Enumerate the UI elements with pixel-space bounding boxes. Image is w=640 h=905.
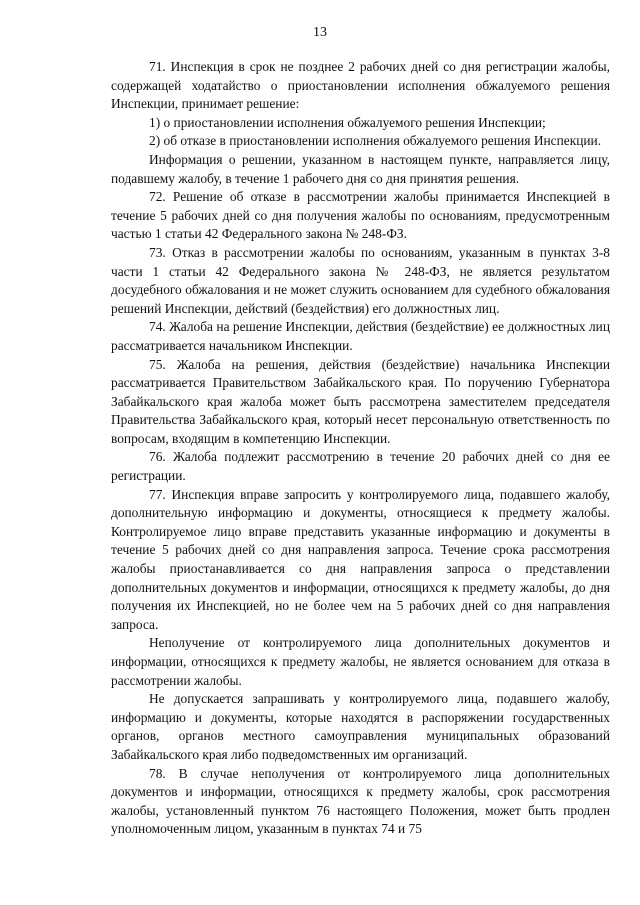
paragraph-78: 78. В случае неполучения от контролируемого лица дополнительных документов и информации, относящихся к предмету жалобы, срок рассмотрения жалобы, установленный пунктом 76 настоящего Положения, может быть продлен уполномоченным лицом, указанным в пунктах 74 и 75 xyxy=(111,765,610,837)
paragraph-74: 74. Жалоба на решение Инспекции, действия (бездействие) ее должностных лиц рассматривается начальником Инспекции. xyxy=(111,319,610,353)
paragraph-73: 73. Отказ в рассмотрении жалобы по основаниям, указанным в пунктах 3-8 части 1 статьи 42 Федерального закона № 248-ФЗ, не является результатом досудебного обжалования и не может служить основанием для судебного обжалования решений Инспекции, действий (бездействия) его должностных лиц. xyxy=(111,244,610,316)
paragraph-75: 75. Жалоба на решения, действия (бездействие) начальника Инспекции рассматривается Правительством Забайкальского края. По поручению Губернатора Забайкальского края жалоба может быть рассмотрена заместителем председателя Правительства Забайкальского края, который несет персональную ответственность по вопросам, входящим в компетенцию Инспекции. xyxy=(111,356,610,446)
paragraph-71: 71. Инспекция в срок не позднее 2 рабочих дней со дня регистрации жалобы, содержащей ходатайство о приостановлении исполнения обжалуемого решения Инспекции, принимает решение: xyxy=(111,59,610,112)
paragraph-77: 77. Инспекция вправе запросить у контролируемого лица, подавшего жалобу, дополнительную информацию и документы, относящиеся к предмету жалобы. Контролируемое лицо вправе представить указанные информацию и документы в течение 5 рабочих дней со дня направления запроса. Течение срока рассмотрения жалобы приостанавливается со дня направления запроса о представлении дополнительных документов и информации, относящихся к предмету жалобы, до дня получения их Инспекцией, но не более чем на 5 рабочих дней со дня направления запроса. xyxy=(111,486,610,632)
paragraph-72: 72. Решение об отказе в рассмотрении жалобы принимается Инспекцией в течение 5 рабочих дней со дня получения жалобы по основаниям, предусмотренным частью 1 статьи 42 Федерального закона № 248-ФЗ. xyxy=(111,189,610,242)
paragraph-71-item-1: 1) о приостановлении исполнения обжалуемого решения Инспекции; xyxy=(149,114,546,130)
paragraph-77-nonreceipt: Неполучение от контролируемого лица дополнительных документов и информации, относящихся к предмету жалобы, не является основанием для отказа в рассмотрении жалобы. xyxy=(111,635,610,688)
paragraph-71-item-2: 2) об отказе в приостановлении исполнения обжалуемого решения Инспекции. xyxy=(149,133,602,149)
page-number: 13 xyxy=(313,25,327,40)
document-body xyxy=(111,58,610,839)
paragraph-77-prohibition: Не допускается запрашивать у контролируемого лица, подавшего жалобу, информацию и документы, которые находятся в распоряжении государственных органов, органов местного самоуправления муниципальных образований Забайкальского края либо подведомственных им организаций. xyxy=(111,691,610,762)
paragraph-71-information: Информация о решении, указанном в настоящем пункте, направляется лицу, подавшему жалобу, в течение 1 рабочего дня со дня принятия решения. xyxy=(111,151,610,186)
paragraph-76: 76. Жалоба подлежит рассмотрению в течение 20 рабочих дней со дня ее регистрации. xyxy=(111,449,610,484)
